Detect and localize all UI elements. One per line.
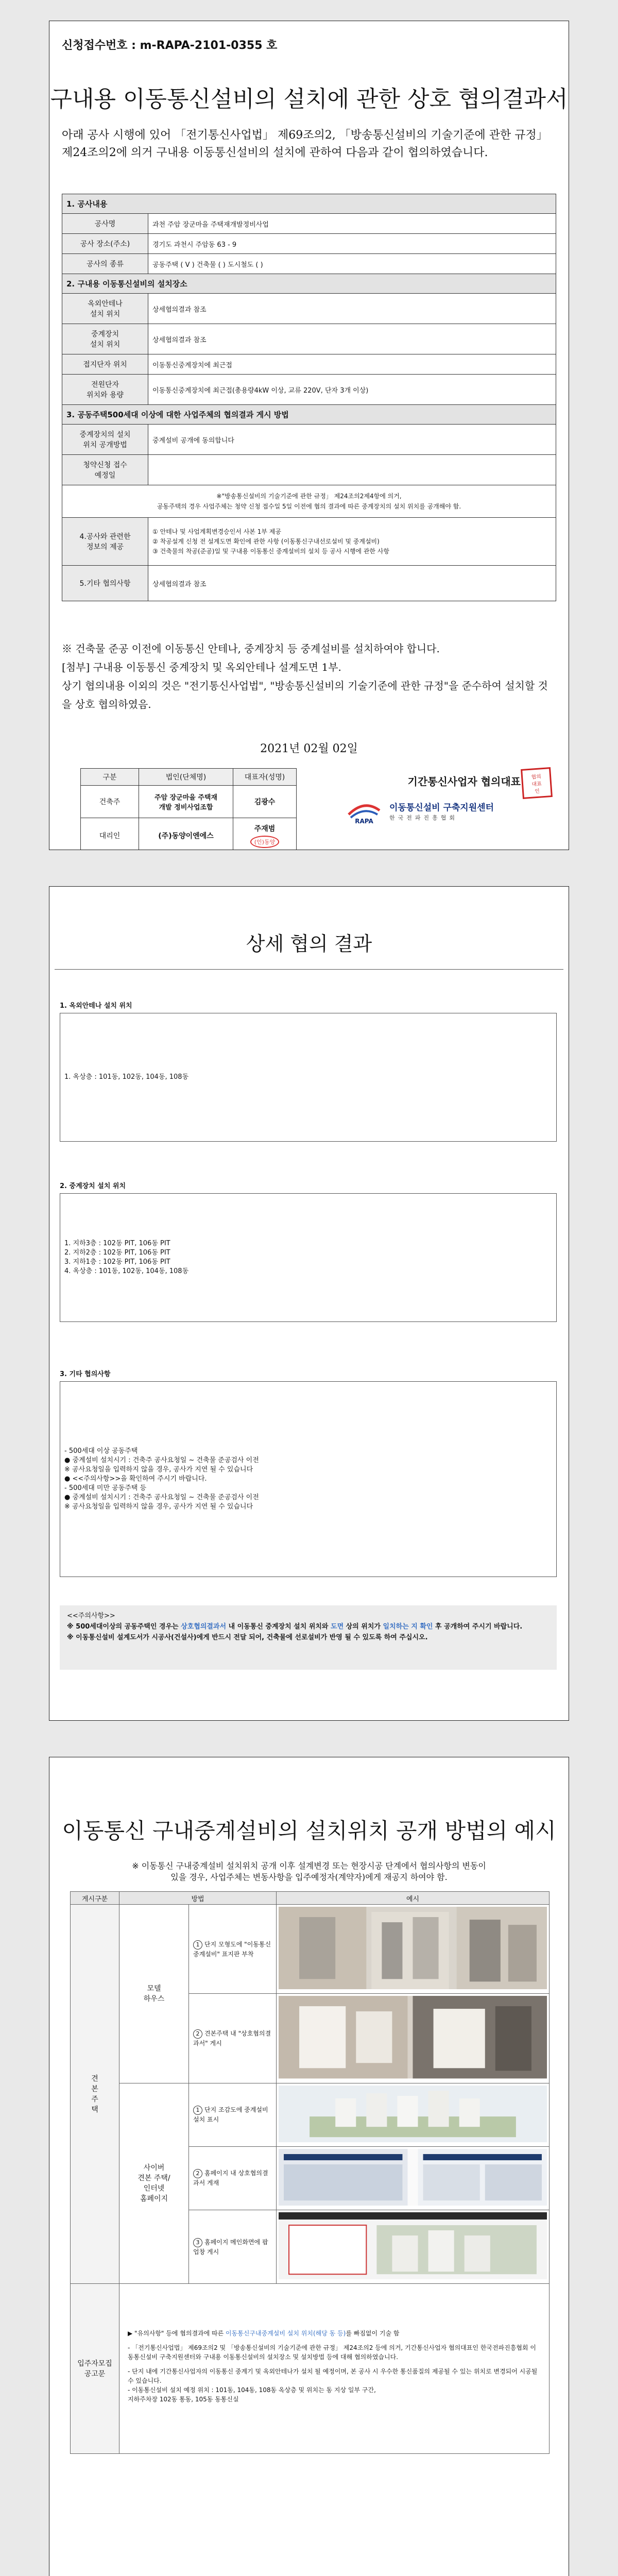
board-photo-icon (279, 1996, 547, 2078)
method-m1: 1 단지 모형도에 "이동통신중계설비" 표지판 부착 (189, 1905, 277, 1994)
head-example: 예시 (277, 1892, 550, 1905)
carrier-rep-title: 기간통신사업자 협의대표 (407, 775, 521, 788)
section-disclosure: 3. 공동주택500세대 이상에 대한 사업주체의 협의결과 게시 방법 (62, 405, 556, 425)
aerial-view-icon (279, 2086, 547, 2142)
homepage-screenshot-icon (279, 2149, 547, 2206)
repeater-section-text: 1. 지하3층 : 102동 PIT, 106동 PIT 2. 지하2층 : 102동 PIT, 106동 PIT 3. 지하1층 : 102동 PIT, 106동 PIT 4. 옥상층 : 101동, 102동, 104동, 108동 (64, 1240, 189, 1275)
other-items: 상세협의결과 참조 (148, 566, 556, 601)
rapa-logo-icon (346, 799, 383, 825)
carrier-assoc-name: 한국전파진흥협회 (389, 815, 458, 821)
circled-1b: 1 (193, 2106, 202, 2115)
label-bid-date: 청약신청 접수 예정일 (62, 455, 148, 485)
title-divider (55, 969, 563, 970)
head-method: 방법 (119, 1892, 277, 1905)
signature-table (80, 768, 297, 850)
agent-rep: 주재범 (254, 825, 276, 833)
carrier-stamp: 협의 대표 인 (521, 767, 553, 799)
other-section-text: - 500세대 이상 공동주택 ● 중계설비 설치시기 : 건축주 공사요청일 ~ 건축물 준공검사 이전 ※ 공사요청일을 입력하지 않을 경우, 공사가 지연 될 수 있습니다 ● <<주의사항>>을 확인하여 주시기 바랍니다. - 500세대 미만 공동주택 등 ● 중계설비 설치시기 : 건축주 공사요청일 ~ 건축물 준공검사 이전 ※ 공사요청일을 입력하지 않을 경우, 공사가 지연 될 수 있습니다 (64, 1447, 259, 1511)
project-site: 경기도 과천시 주암동 63 - 9 (148, 234, 556, 254)
caution-line-1: ※ 500세대이상의 공동주택인 경우는 상호협의결과서 내 이동통신 중계장치 설치 위치와 도면 상의 위치가 일치하는 지 확인 후 공개하여 주시기 바랍니다. (67, 1623, 523, 1631)
example-photo-board (277, 1994, 550, 2083)
method-c3: 3 홈페이지 메인화면에 팝업창 게시 (189, 2210, 277, 2284)
label-ground: 접지단자 위치 (62, 354, 148, 375)
document-title: 구내용 이동통신설비의 설치에 관한 상호 협의결과서 (50, 86, 568, 112)
caution-box (60, 1605, 557, 1670)
label-other: 5.기타 협의사항 (62, 566, 148, 601)
example-popup (277, 2210, 550, 2284)
builder-org: 주암 장군마을 주택재 개발 정비사업조합 (139, 786, 233, 818)
agreement-page (49, 21, 569, 850)
builder-label: 건축주 (81, 786, 139, 818)
head-category: 게시구분 (71, 1892, 119, 1905)
circled-3: 3 (193, 2238, 202, 2247)
sig-head-category: 구분 (81, 769, 139, 786)
rapa-logo-text: RAPA (355, 818, 373, 825)
group-model-house: 견 본 주 택 (71, 1905, 119, 2284)
notice-line-3: - 단지 내에 기간통신사업자의 이동통신 중계기 및 옥외안테나가 설치 될 예정이며, 본 공사 시 우수한 통신품질의 제공될 수 있는 위치로 변경되어 시공될 수 있습니다. - 이동통신설비 설치 예정 위치 : 101동, 104동, 108동 옥상층 및 위치는 동 지상 일부 구간, 지하주차장 102동 통동, 105동 동통신실 (128, 2367, 538, 2403)
example-photo-model (277, 1905, 550, 1994)
example-title: 이동통신 구내중계설비의 설치위치 공개 방법의 예시 (62, 1818, 556, 1843)
notice-content (119, 2284, 550, 2454)
disclosure-example-page (49, 1757, 569, 2576)
detail-title: 상세 협의 결과 (246, 933, 372, 955)
note-attachment: [첨부] 구내용 이동통신 중계장치 및 옥외안테나 설계도면 1부. (62, 661, 341, 673)
label-type: 공사의 종류 (62, 254, 148, 274)
sig-head-rep: 대표자(성명) (233, 769, 297, 786)
agent-label: 대리인 (81, 818, 139, 851)
building-photo-icon (279, 1907, 547, 1989)
antenna-location: 상세협의결과 참조 (148, 294, 556, 324)
caution-line-2: ※ 이동통신설비 설계도서가 시공사(건설사)에게 반드시 전달 되어, 건축물에 선로설비가 반영 될 수 있도록 하여 주십시오. (67, 1634, 428, 1641)
example-table (70, 1891, 550, 2454)
notice-label: 입주자모집 공고문 (71, 2284, 119, 2454)
note-install-before: ※ 건축물 준공 이전에 이동통신 안테나, 중계장치 등 중계설비를 설치하여야 합니다. (62, 642, 440, 655)
agent-rep-cell (233, 818, 297, 851)
label-disclose: 중계장치의 설치 위치 공개방법 (62, 425, 148, 455)
section-install-location: 2. 구내용 이동통신설비의 설치장소 (62, 274, 556, 294)
label-site: 공사 장소(주소) (62, 234, 148, 254)
sig-head-org: 법인(단체명) (139, 769, 233, 786)
label-antenna: 옥외안테나 설치 위치 (62, 294, 148, 324)
section-construction: 1. 공사내용 (62, 194, 556, 214)
detail-page (49, 886, 569, 1721)
example-aerial (277, 2083, 550, 2146)
other-section-box (60, 1381, 557, 1577)
notice-line-2: - 「전기통신사업법」 제69조의2 및 「방송통신설비의 기술기준에 관한 규정」 제24조의2 등에 의거, 기간통신사업자 협의대표인 한국전파진흥협회 이동통신설비 구축지원센터와 구내용 이동통신설비의 설치장소 및 설치방법 등에 대해 협의하였습니다. (128, 2344, 536, 2361)
repeater-section-box (60, 1193, 557, 1322)
label-info: 4.공사와 관련한 정보의 제공 (62, 518, 148, 566)
agent-org: (주)동양이엔에스 (139, 818, 233, 851)
agent-seal: (인)동양 (250, 836, 279, 848)
popup-screenshot-icon (279, 2212, 547, 2279)
other-section-label: 3. 기타 협의사항 (60, 1370, 111, 1378)
circled-2: 2 (193, 2029, 202, 2039)
method-c2: 2 홈페이지 내 상호협의결과서 게재 (189, 2146, 277, 2210)
bid-date (148, 455, 556, 485)
method-m2: 2 견본주택 내 "상호협의결과서" 게시 (189, 1994, 277, 2083)
agreement-date: 2021년 02월 02일 (260, 742, 358, 755)
label-project-name: 공사명 (62, 214, 148, 234)
info-provision: ① 안테나 및 사업계획변경승인서 사본 1부 제공 ② 착공설계 신청 전 설계도면 확인에 관한 사항 (이동통신구내선로설비 및 중계설비) ③ 건축물의 착공(준공)일 및 구내용 이동통신 중계설비의 설치 등 공사 시행에 관한 사항 (148, 518, 556, 566)
label-power: 전원단자 위치와 용량 (62, 375, 148, 405)
disclose-method: 중계설비 공개에 동의합니다 (148, 425, 556, 455)
intro-paragraph: 아래 공사 시행에 있어 「전기통신사업법」 제69조의2, 「방송통신설비의 기술기준에 관한 규정」 제24조의2에 의거 구내용 이동통신설비의 설치에 관하여 다음과 같이 협의하였습니다. (62, 129, 548, 159)
builder-rep: 김광수 (233, 786, 297, 818)
regulation-note: ※"방송통신설비의 기술기준에 관한 규정」 제24조의2제4항에 의거, 공동주택의 경우 사업주체는 청약 신청 접수일 5일 이전에 협의 결과에 따른 중계장치의 설치 위치를 공개해야 함. (62, 485, 556, 518)
circled-2b: 2 (193, 2169, 202, 2178)
example-description: ※ 이동통신 구내중계설비 설치위치 공개 이후 설계변경 또는 현장시공 단계에서 협의사항의 변동이 있을 경우, 사업주체는 변동사항을 입주예정자(계약자)에게 재공지 하여야 함. (132, 1861, 486, 1882)
power-location: 이동통신중계장치에 최근접(총용량4kW 이상, 교류 220V, 단자 3개 이상) (148, 375, 556, 405)
repeater-location: 상세협의결과 참조 (148, 324, 556, 354)
label-repeater: 중계장치 설치 위치 (62, 324, 148, 354)
repeater-section-label: 2. 중계장치 설치 위치 (60, 1182, 126, 1190)
antenna-section-box (60, 1013, 557, 1142)
agreement-table (62, 194, 556, 601)
carrier-representative (335, 773, 562, 830)
project-name: 과천 주암 장군마을 주택재개발정비사업 (148, 214, 556, 234)
carrier-center-name: 이동통신설비 구축지원센터 (389, 803, 494, 813)
antenna-section-label: 1. 옥외안테나 설치 위치 (60, 1002, 132, 1010)
notice-line-1: ▶ "유의사항" 등에 협의결과에 따른 이동통신구내중계설비 설치 위치(해당 동 등)를 빠짐없이 기술 함 (128, 2329, 400, 2337)
circled-1: 1 (193, 1940, 202, 1950)
method-c1: 1 단지 조감도에 중계설비 설치 표시 (189, 2083, 277, 2146)
antenna-section-text: 1. 옥상층 : 101동, 102동, 104동, 108동 (64, 1073, 189, 1081)
caution-title: <<주의사항>> (67, 1612, 115, 1620)
application-number: 신청접수번호 : m-RAPA-2101-0355 호 (62, 39, 278, 52)
example-homepage (277, 2146, 550, 2210)
model-house-label: 모델 하우스 (119, 1905, 189, 2083)
cyber-house-label: 사이버 견본 주택/ 인터넷 홈페이지 (119, 2083, 189, 2284)
note-compliance: 상기 협의내용 이외의 것은 "전기통신사업법", "방송통신설비의 기술기준에 관한 규정"을 준수하여 설치할 것을 상호 협의하였음. (62, 680, 548, 710)
ground-location: 이동통신중계장치에 최근접 (148, 354, 556, 375)
project-type: 공동주택 ( V ) 건축물 ( ) 도시철도 ( ) (148, 254, 556, 274)
